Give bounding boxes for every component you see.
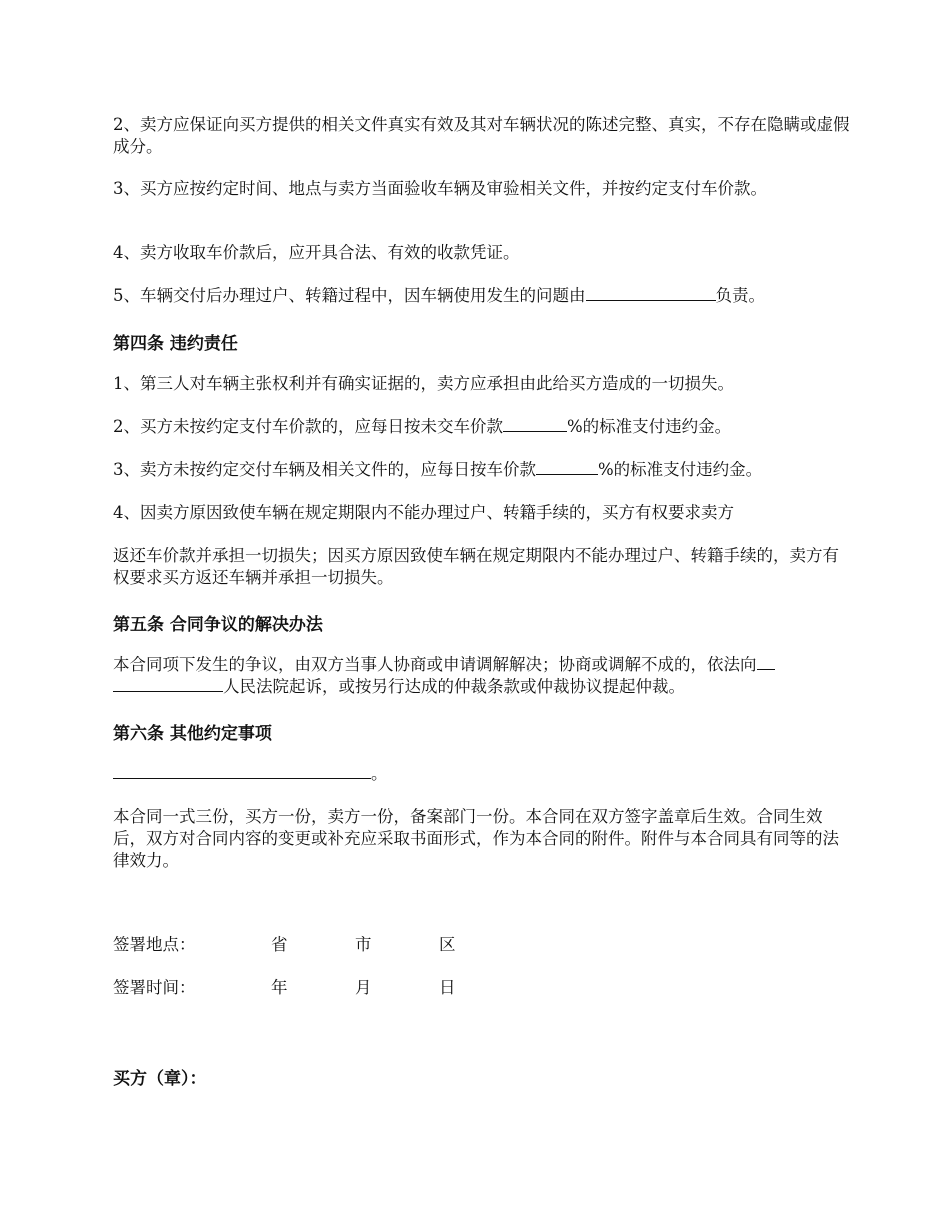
clause3-item5: [113, 285, 853, 307]
signing-time-label: 签署时间：: [113, 978, 196, 997]
signing-day: 日: [439, 978, 456, 997]
article5-text: [113, 654, 853, 698]
article4-item4-continued: 返还车价款并承担一切损失；因买方原因致使车辆在规定期限内不能办理过户、转籍手续的，卖方有权要求买方返还车辆并承担一切损失。: [113, 546, 839, 587]
clause3-item4: 4、卖方收取车价款后，应开具合法、有效的收款凭证。: [113, 243, 520, 262]
article4-item3: [113, 459, 853, 481]
article6-title: 第六条 其他约定事项: [113, 724, 272, 744]
other-terms-blank: [113, 763, 371, 779]
signing-year: 年: [271, 978, 288, 997]
article4-title: 第四条 违约责任: [113, 334, 238, 354]
article4-item2: [113, 416, 853, 438]
article5-text-after: 人民法院起诉，或按另行达成的仲裁条款或仲裁协议提起仲裁。: [223, 677, 685, 696]
clause3-item5-text: 5、车辆交付后办理过户、转籍过程中，因车辆使用发生的问题由: [113, 286, 586, 305]
article5-text-before: 本合同项下发生的争议，由双方当事人协商或申请调解解决；协商或调解不成的，依法向: [113, 655, 757, 674]
article4-item2-suffix: %的标准支付违约金。: [567, 417, 732, 436]
signing-district: 区: [439, 935, 456, 954]
article4-item4: 4、因卖方原因致使车辆在规定期限内不能办理过户、转籍手续的，买方有权要求卖方: [113, 503, 734, 522]
buyer-seal-label: 买方（章）：: [113, 1069, 207, 1089]
article4-item3-text: 3、卖方未按约定交付车辆及相关文件的，应每日按车价款: [113, 460, 536, 479]
article4-item2-text: 2、买方未按约定支付车价款的，应每日按未交车价款: [113, 417, 503, 436]
signing-place-label: 签署地点：: [113, 935, 196, 954]
article4-item1: 1、第三人对车辆主张权利并有确实证据的，卖方应承担由此给买方造成的一切损失。: [113, 374, 734, 393]
signing-month: 月: [355, 978, 372, 997]
court-name-blank-part2: [113, 676, 223, 692]
article6-blank-line: [113, 763, 853, 785]
article5-title: 第五条 合同争议的解决办法: [113, 615, 323, 635]
signing-province: 省: [271, 935, 288, 954]
court-name-blank-part1: [757, 654, 775, 670]
penalty-rate-blank-seller: [536, 459, 598, 475]
clause3-item3: 3、买方应按约定时间、地点与卖方当面验收车辆及审验相关文件，并按约定支付车价款。: [113, 179, 767, 198]
clause3-item2: 2、卖方应保证向买方提供的相关文件真实有效及其对车辆状况的陈述完整、真实，不存在隐瞒或虚假成分。: [113, 115, 850, 156]
clause3-item5-suffix: 负责。: [715, 286, 765, 305]
responsible-party-blank: [586, 285, 716, 301]
article4-item3-suffix: %的标准支付违约金。: [598, 460, 763, 479]
signing-city: 市: [355, 935, 372, 954]
article6-blank-end: 。: [371, 764, 388, 783]
article6-closing: 本合同一式三份，买方一份，卖方一份，备案部门一份。本合同在双方签字盖章后生效。合同生效后，双方对合同内容的变更或补充应采取书面形式，作为本合同的附件。附件与本合同具有同等的法律效力。: [113, 807, 839, 870]
penalty-rate-blank-buyer: [503, 416, 567, 432]
